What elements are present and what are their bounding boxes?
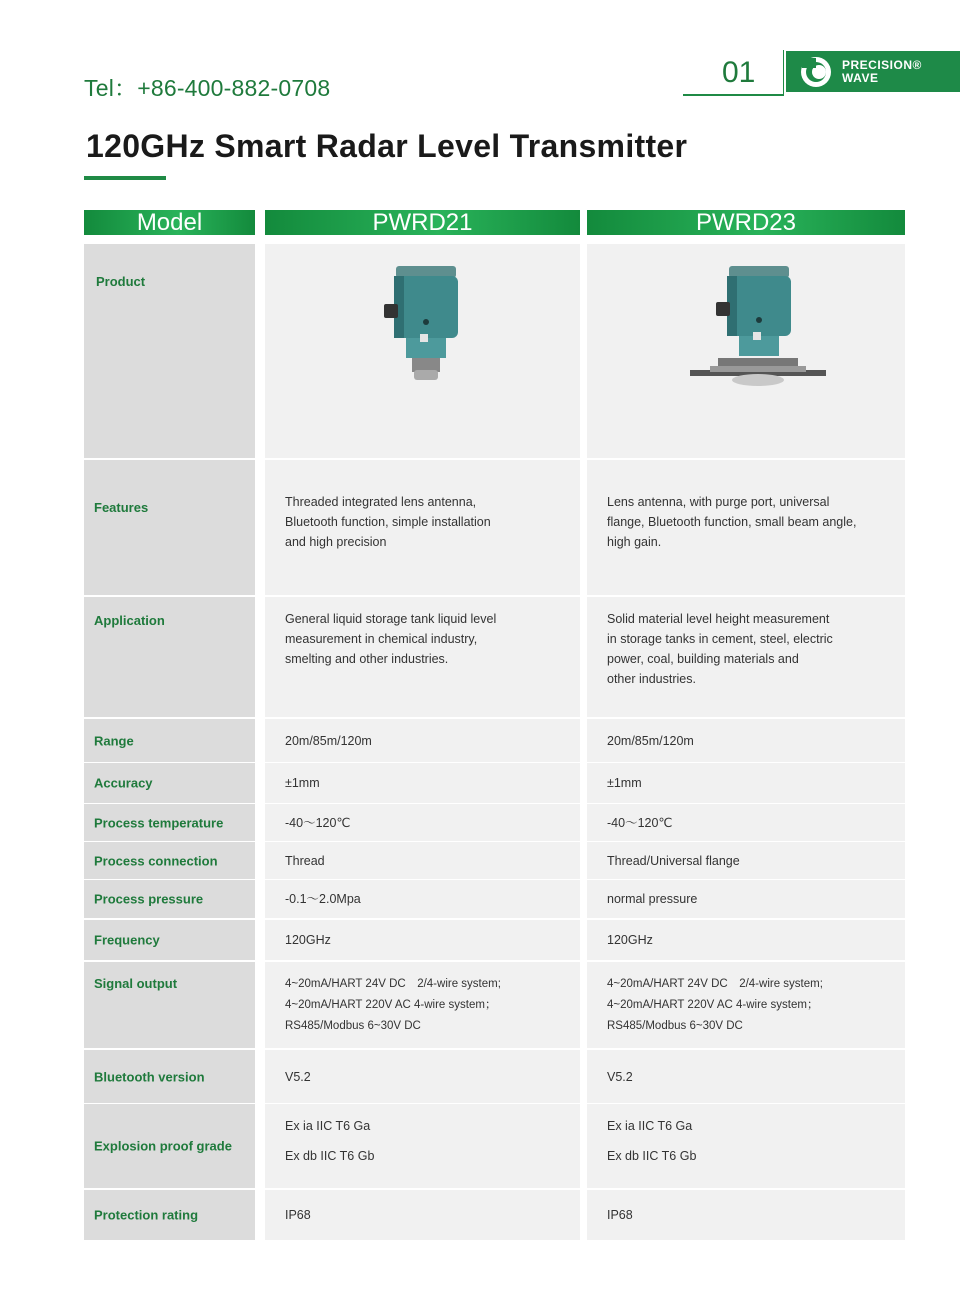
page-number: 01	[722, 56, 756, 89]
page-title: 120GHz Smart Radar Level Transmitter	[86, 128, 688, 164]
cell-line: RS485/Modbus 6~30V DC	[285, 1020, 421, 1032]
cell-text: IP68	[607, 1208, 633, 1222]
cell-line: high gain.	[607, 535, 662, 549]
cell-text: IP68	[285, 1208, 311, 1222]
cell-text: 120GHz	[607, 933, 653, 947]
row-label: Explosion proof grade	[94, 1138, 232, 1154]
cell-protection-rating-pwrd21	[265, 1190, 580, 1240]
cell-text: Thread/Universal flange	[607, 853, 740, 868]
row-label: Application	[94, 613, 165, 628]
cell-line: Bluetooth function, simple installation	[285, 515, 491, 529]
row-label-cell-bluetooth-version	[84, 1050, 255, 1103]
cell-text	[285, 974, 501, 1037]
cell-line: RS485/Modbus 6~30V DC	[607, 1020, 743, 1032]
cell-line: General liquid storage tank liquid level	[285, 612, 497, 626]
cell-features-pwrd23	[587, 460, 905, 595]
row-label-cell-accuracy	[84, 763, 255, 803]
cell-line: 4~20mA/HART 220V AC 4-wire system；	[285, 999, 497, 1011]
logo-line2: WAVE	[842, 70, 879, 85]
cell-line: flange, Bluetooth function, small beam angle,	[607, 515, 857, 529]
cell-text: -0.1～2.0Mpa	[285, 892, 361, 906]
cell-line: Ex db IIC T6 Gb	[607, 1149, 697, 1163]
cell-line: and high precision	[285, 535, 387, 549]
cell-text	[607, 609, 833, 689]
row-label: Product	[96, 274, 146, 289]
cell-text: V5.2	[607, 1069, 633, 1084]
cell-text	[285, 1116, 374, 1166]
logo-icon	[800, 56, 832, 88]
row-label-cell-process-pressure	[84, 880, 255, 918]
cell-text	[607, 1116, 696, 1166]
cell-text: 20m/85m/120m	[607, 733, 694, 748]
cell-text: ±1mm	[607, 776, 642, 790]
row-label: Process connection	[94, 853, 218, 868]
cell-line: smelting and other industries.	[285, 652, 449, 666]
row-label-cell-frequency	[84, 920, 255, 960]
row-label-cell-process-connection	[84, 842, 255, 879]
row-label: Bluetooth version	[94, 1069, 205, 1084]
row-label: Features	[94, 500, 149, 515]
tel: Tel：+86-400-882-0708	[84, 75, 331, 101]
cell-line: Lens antenna, with purge port, universal	[607, 495, 830, 509]
cell-line: power, coal, building materials and	[607, 652, 799, 666]
cell-line: other industries.	[607, 672, 696, 686]
cell-line: 4~20mA/HART 24V DC 2/4-wire system;	[285, 978, 501, 990]
row-label-cell-features	[84, 460, 255, 595]
cell-accuracy-pwrd21	[265, 763, 580, 803]
cell-protection-rating-pwrd23	[587, 1190, 905, 1240]
row-label-cell-protection-rating	[84, 1190, 255, 1240]
cell-process-connection-pwrd23	[587, 842, 905, 879]
cell-text	[285, 609, 496, 669]
brand-logo	[786, 51, 960, 92]
cell-line: in storage tanks in cement, steel, electric	[607, 632, 833, 646]
cell-text	[285, 492, 491, 552]
title-underline	[84, 176, 166, 180]
row-label-cell-product	[84, 244, 255, 458]
cell-process-temperature-pwrd21	[265, 804, 580, 841]
cell-frequency-pwrd23	[587, 920, 905, 960]
row-label-cell-range	[84, 719, 255, 762]
cell-text: 20m/85m/120m	[285, 733, 372, 748]
row-label: Range	[94, 733, 134, 748]
cell-text: Thread	[285, 853, 325, 868]
row-label: Signal output	[94, 976, 178, 991]
cell-line: 4~20mA/HART 220V AC 4-wire system；	[607, 999, 819, 1011]
header-pwrd23: PWRD23	[587, 210, 905, 235]
cell-bluetooth-version-pwrd21	[265, 1050, 580, 1103]
cell-signal-output-pwrd21	[265, 962, 580, 1048]
row-label-cell-process-temperature	[84, 804, 255, 841]
row-label: Accuracy	[94, 775, 153, 791]
cell-text: -40～120℃	[285, 815, 351, 830]
cell-line: 4~20mA/HART 24V DC 2/4-wire system;	[607, 978, 823, 990]
row-label-cell-signal-output	[84, 962, 255, 1048]
cell-accuracy-pwrd23	[587, 763, 905, 803]
row-label-cell-explosion-proof-grade	[84, 1104, 255, 1188]
cell-process-pressure-pwrd23	[587, 880, 905, 918]
cell-signal-output-pwrd23	[587, 962, 905, 1048]
cell-line: Ex db IIC T6 Gb	[285, 1149, 375, 1163]
row-label: Protection rating	[94, 1207, 199, 1223]
cell-explosion-proof-grade-pwrd23	[587, 1104, 905, 1188]
cell-line: Ex ia IIC T6 Ga	[285, 1119, 371, 1133]
row-label: Process pressure	[94, 891, 204, 907]
cell-features-pwrd21	[265, 460, 580, 595]
row-label: Process temperature	[94, 815, 224, 830]
header-model: Model	[84, 210, 255, 235]
cell-text: normal pressure	[607, 892, 698, 906]
cell-line: Solid material level height measurement	[607, 612, 830, 626]
cell-application-pwrd23	[587, 597, 905, 717]
cell-line: Threaded integrated lens antenna,	[285, 495, 477, 509]
cell-explosion-proof-grade-pwrd21	[265, 1104, 580, 1188]
cell-text	[607, 492, 856, 552]
cell-process-pressure-pwrd21	[265, 880, 580, 918]
row-label-cell-application	[84, 597, 255, 717]
cell-range-pwrd21	[265, 719, 580, 762]
cell-text: V5.2	[285, 1069, 311, 1084]
cell-text: -40～120℃	[607, 815, 673, 830]
header-pwrd21: PWRD21	[265, 210, 580, 235]
logo-line1: PRECISION®	[842, 57, 922, 72]
pwrd23-product-image	[688, 262, 828, 392]
row-label: Frequency	[94, 932, 160, 948]
cell-text: ±1mm	[285, 776, 320, 790]
cell-text	[607, 974, 823, 1037]
cell-text: 120GHz	[285, 933, 331, 947]
cell-process-temperature-pwrd23	[587, 804, 905, 841]
cell-line: measurement in chemical industry,	[285, 632, 478, 646]
pwrd21-product-image	[380, 262, 470, 387]
cell-process-connection-pwrd21	[265, 842, 580, 879]
cell-range-pwrd23	[587, 719, 905, 762]
cell-frequency-pwrd21	[265, 920, 580, 960]
cell-bluetooth-version-pwrd23	[587, 1050, 905, 1103]
cell-line: Ex ia IIC T6 Ga	[607, 1119, 693, 1133]
cell-application-pwrd21	[265, 597, 580, 717]
